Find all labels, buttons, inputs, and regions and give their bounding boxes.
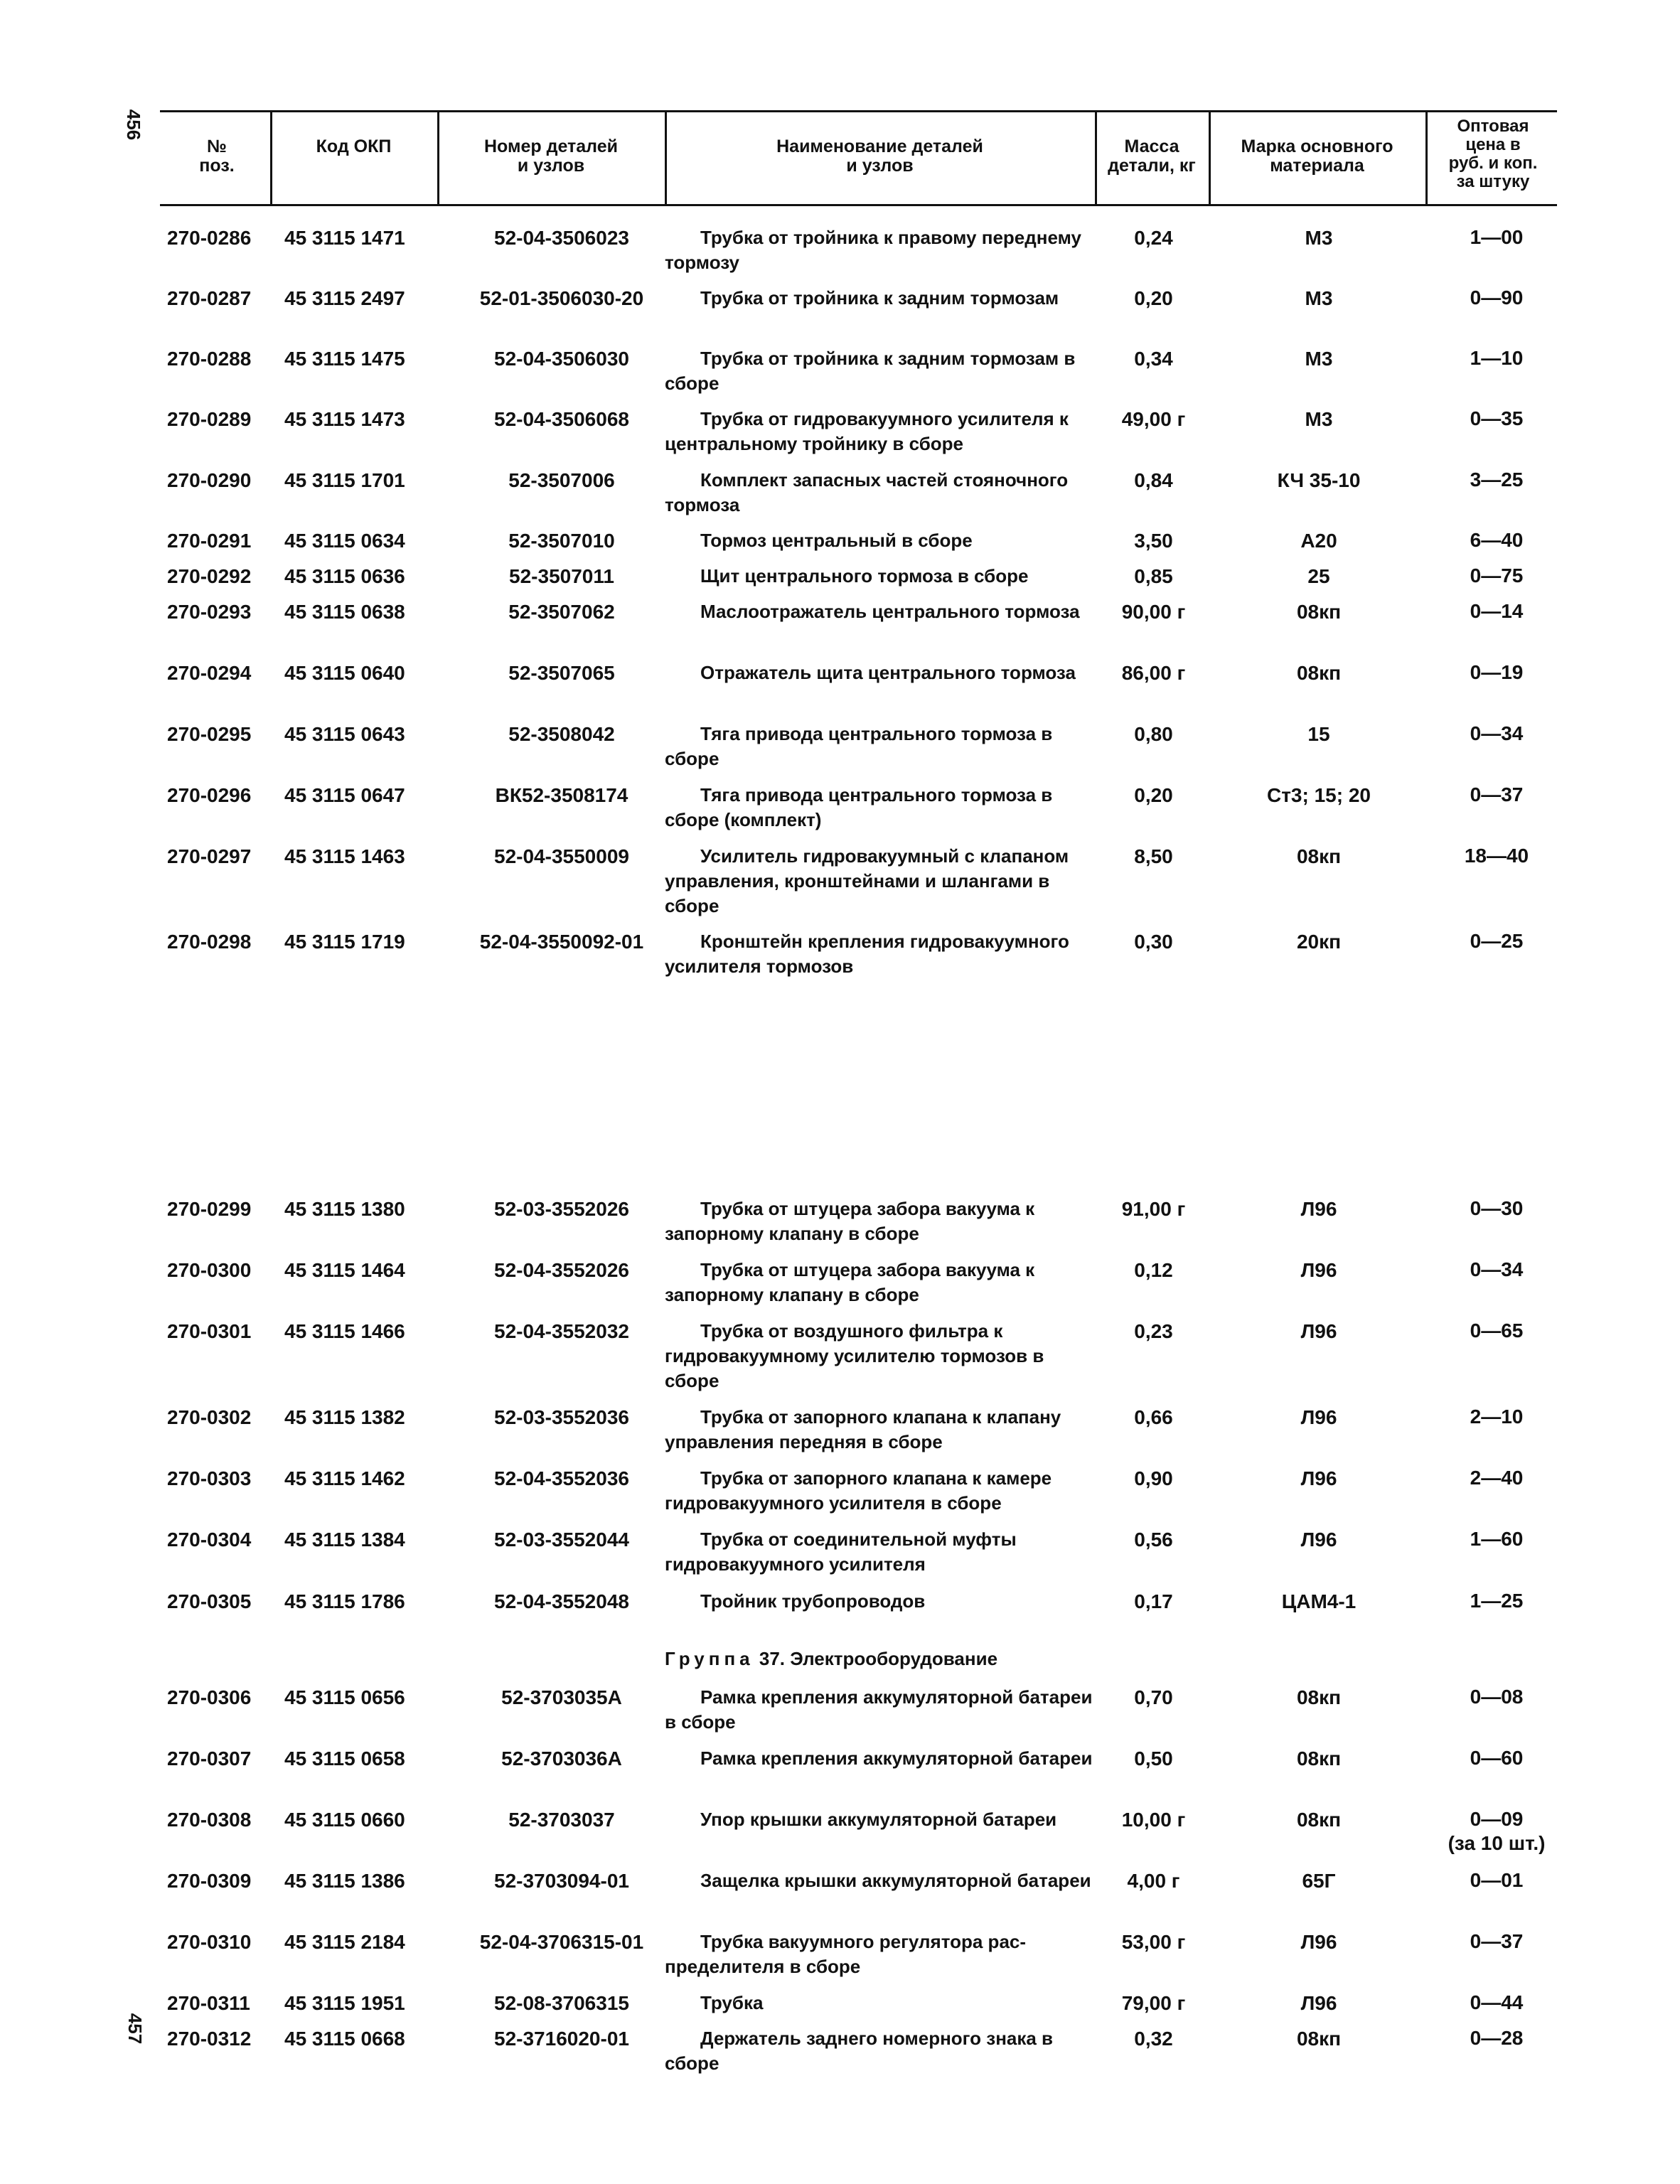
row-material: 15: [1307, 723, 1330, 745]
row-pos: 270-0312: [167, 2028, 252, 2050]
row-name: Отражатель щита центрального тормоза: [700, 662, 1076, 683]
row-price: 1—25: [1470, 1590, 1524, 1612]
row-okp: 45 3115 1466: [284, 1320, 405, 1342]
row-pos: 270-0301: [167, 1320, 252, 1342]
row-part-number: 52-3507011: [509, 565, 614, 587]
row-okp: 45 3115 1701: [284, 469, 405, 491]
row-material: Л96: [1300, 1529, 1337, 1551]
row-price: 0—14: [1470, 600, 1524, 622]
row-name: Тяга привода центрального тормоза в сборе (комплект): [665, 784, 1053, 830]
row-material: М3: [1305, 348, 1333, 370]
row-name: Трубка от тройника к правому переднему тормозу: [665, 227, 1081, 273]
row-okp: 45 3115 0636: [284, 565, 405, 587]
row-price: 0—25: [1470, 930, 1524, 952]
row-pos: 270-0307: [167, 1747, 252, 1770]
row-okp: 45 3115 1386: [284, 1870, 405, 1892]
header-material: Марка основного материала: [1241, 136, 1393, 176]
row-price: 0—44: [1470, 1991, 1524, 2013]
row-mass: 90,00 г: [1121, 601, 1186, 623]
row-part-number: 52-3716020-01: [494, 2028, 629, 2050]
row-okp: 45 3115 0643: [284, 723, 405, 745]
header-divider: [1209, 110, 1211, 204]
row-okp: 45 3115 0634: [284, 530, 405, 552]
row-pos: 270-0302: [167, 1406, 252, 1428]
page-number-bottom: 457: [124, 2013, 146, 2045]
row-part-number: 52-03-3552044: [494, 1529, 629, 1551]
row-pos: 270-0296: [167, 784, 252, 806]
row-name: Тормоз центральный в сборе: [700, 530, 973, 551]
row-name: Усилитель гидровакуумный с клапаном управления, кронштейнами и шлангами в сборе: [665, 845, 1069, 916]
row-part-number: 52-3507010: [508, 530, 615, 552]
row-pos: 270-0298: [167, 931, 252, 953]
row-name: Комплект запасных частей стояночного тормоза: [665, 469, 1069, 515]
row-price: 3—25: [1470, 469, 1524, 491]
row-pos: 270-0292: [167, 565, 252, 587]
row-okp: 45 3115 1471: [284, 227, 405, 249]
row-mass: 0,70: [1134, 1686, 1173, 1708]
row-part-number: 52-04-3552036: [494, 1467, 629, 1489]
row-name: Щит центрального тормоза в сборе: [700, 565, 1029, 587]
row-part-number: 52-04-3550092-01: [479, 931, 644, 953]
row-price: 0—08: [1470, 1686, 1524, 1708]
table-header-rule: [160, 204, 1557, 206]
row-part-number: 52-03-3552026: [494, 1198, 629, 1220]
row-material: Л96: [1300, 1320, 1337, 1342]
row-price: 18—40: [1464, 845, 1529, 867]
row-pos: 270-0289: [167, 408, 252, 430]
row-mass: 0,24: [1134, 227, 1173, 249]
row-price: 0—19: [1470, 661, 1524, 683]
row-name: Тройник трубопроводов: [700, 1590, 926, 1612]
row-name: Трубка от воздушного фильтра к гидровакуумному усилителю тормозов в сборе: [665, 1320, 1044, 1391]
row-part-number: 52-3703094-01: [494, 1870, 629, 1892]
row-pos: 270-0311: [167, 1992, 250, 2014]
row-okp: 45 3115 0668: [284, 2028, 405, 2050]
row-mass: 0,66: [1134, 1406, 1173, 1428]
row-name: Трубка от запорного клапана к камере гидровакуумного усилителя в сборе: [665, 1467, 1052, 1514]
row-pos: 270-0291: [167, 530, 252, 552]
row-mass: 0,17: [1134, 1590, 1173, 1612]
row-material: Л96: [1300, 1259, 1337, 1281]
row-price: 0—60: [1470, 1747, 1524, 1769]
row-name: Трубка от гидровакуумного усилителя к центральному тройнику в сборе: [665, 408, 1069, 454]
row-part-number: 52-3703035А: [501, 1686, 622, 1708]
row-okp: 45 3115 1951: [284, 1992, 405, 2014]
header-divider: [1425, 110, 1428, 204]
row-name: Трубка от штуцера забора вакуума к запорному клапану в сборе: [665, 1259, 1035, 1305]
row-okp: 45 3115 1382: [284, 1406, 405, 1428]
row-okp: 45 3115 1473: [284, 408, 405, 430]
row-mass: 53,00 г: [1121, 1931, 1186, 1953]
row-mass: 0,80: [1134, 723, 1173, 745]
row-part-number: 52-04-3706315-01: [479, 1931, 644, 1953]
row-mass: 0,20: [1134, 784, 1173, 806]
row-price: 0—75: [1470, 564, 1524, 587]
row-part-number: 52-3703037: [508, 1809, 615, 1831]
row-pos: 270-0306: [167, 1686, 252, 1708]
row-name: Маслоотражатель центрального тормоза: [700, 601, 1080, 622]
row-price: 2—10: [1470, 1406, 1524, 1428]
row-price: 0—37: [1470, 783, 1524, 805]
row-name: Трубка от тройника к задним тормозам в сборе: [665, 348, 1076, 394]
row-material: 08кп: [1296, 1747, 1342, 1770]
row-okp: 45 3115 1380: [284, 1198, 405, 1220]
row-price: 0—30: [1470, 1197, 1524, 1219]
row-mass: 91,00 г: [1121, 1198, 1186, 1220]
header-okp: Код ОКП: [316, 136, 392, 156]
row-name: Рамка крепления аккумуляторной батареи: [700, 1747, 1093, 1769]
row-material: Л96: [1300, 1992, 1337, 2014]
row-material: Л96: [1300, 1406, 1337, 1428]
group-heading: [665, 1648, 997, 1670]
row-part-number: 52-3508042: [508, 723, 615, 745]
row-okp: 45 3115 0647: [284, 784, 405, 806]
row-part-number: 52-04-3552032: [494, 1320, 629, 1342]
row-okp: 45 3115 2497: [284, 287, 405, 309]
row-okp: 45 3115 0660: [284, 1809, 405, 1831]
row-price: 0—34: [1470, 1258, 1524, 1280]
row-okp: 45 3115 1786: [284, 1590, 405, 1612]
row-mass: 0,12: [1134, 1259, 1173, 1281]
row-material: М3: [1305, 287, 1333, 309]
row-price: 1—00: [1470, 226, 1524, 248]
row-pos: 270-0294: [167, 662, 252, 684]
row-pos: 270-0310: [167, 1931, 252, 1953]
row-material: Ст3; 15; 20: [1266, 784, 1371, 806]
row-part-number: 52-3507065: [508, 662, 615, 684]
group-prefix: Группа: [665, 1648, 754, 1669]
row-mass: 0,32: [1134, 2028, 1173, 2050]
row-pos: 270-0300: [167, 1259, 252, 1281]
row-mass: 8,50: [1134, 845, 1173, 867]
row-material: 08кп: [1296, 2028, 1342, 2050]
row-pos: 270-0295: [167, 723, 252, 745]
row-material: Л96: [1300, 1467, 1337, 1489]
row-price: 0—65: [1470, 1320, 1524, 1342]
row-mass: 0,20: [1134, 287, 1173, 309]
row-mass: 10,00 г: [1121, 1809, 1186, 1831]
row-name: Рамка крепления аккумуляторной батареи в сборе: [665, 1686, 1093, 1733]
row-name: Трубка от соединительной муфты гидровакуумного усилителя: [665, 1529, 1017, 1575]
row-price: 0—09 (за 10 шт.): [1448, 1808, 1546, 1854]
row-price: 0—28: [1470, 2027, 1524, 2049]
row-material: М3: [1305, 227, 1333, 249]
row-part-number: 52-08-3706315: [494, 1992, 629, 2014]
header-pos: № поз.: [199, 136, 235, 176]
row-okp: 45 3115 1475: [284, 348, 405, 370]
row-part-number: 52-04-3506068: [494, 408, 629, 430]
row-part-number: 52-3507006: [508, 469, 615, 491]
row-okp: 45 3115 1462: [284, 1467, 405, 1489]
row-name: Трубка от штуцера забора вакуума к запорному клапану в сборе: [665, 1198, 1035, 1244]
row-part-number: 52-04-3552048: [494, 1590, 629, 1612]
row-pos: 270-0309: [167, 1870, 252, 1892]
row-mass: 86,00 г: [1121, 662, 1186, 684]
row-part-number: 52-3703036А: [501, 1747, 622, 1770]
row-material: ЦАМ4-1: [1281, 1590, 1357, 1612]
row-okp: 45 3115 0656: [284, 1686, 405, 1708]
row-okp: 45 3115 0638: [284, 601, 405, 623]
row-price: 1—10: [1470, 347, 1524, 369]
row-price: 0—90: [1470, 287, 1524, 309]
row-pos: 270-0288: [167, 348, 252, 370]
row-name: Упор крышки аккумуляторной батареи: [700, 1809, 1057, 1830]
row-part-number: 52-01-3506030-20: [479, 287, 644, 309]
row-okp: 45 3115 1463: [284, 845, 405, 867]
row-mass: 4,00 г: [1127, 1870, 1180, 1892]
row-okp: 45 3115 0640: [284, 662, 405, 684]
row-mass: 0,90: [1134, 1467, 1173, 1489]
header-divider: [437, 110, 439, 204]
row-mass: 0,34: [1134, 348, 1173, 370]
row-mass: 0,56: [1134, 1529, 1173, 1551]
row-name: Трубка от тройника к задним тормозам: [700, 287, 1059, 309]
row-mass: 0,50: [1134, 1747, 1173, 1770]
header-name: Наименование деталей и узлов: [776, 136, 983, 176]
row-material: 08кп: [1296, 1686, 1342, 1708]
row-part-number: 52-03-3552036: [494, 1406, 629, 1428]
row-material: КЧ 35-10: [1277, 469, 1361, 491]
header-divider: [665, 110, 667, 204]
row-pos: 270-0305: [167, 1590, 252, 1612]
row-material: 08кп: [1296, 1809, 1342, 1831]
row-okp: 45 3115 2184: [284, 1931, 405, 1953]
row-okp: 45 3115 0658: [284, 1747, 405, 1770]
row-mass: 0,30: [1134, 931, 1173, 953]
row-price: 0—37: [1470, 1930, 1524, 1952]
row-mass: 0,84: [1134, 469, 1173, 491]
row-part-number: 52-04-3506023: [494, 227, 629, 249]
row-material: 08кп: [1296, 601, 1342, 623]
row-name: Кронштейн крепления гидровакуумного усилителя тормозов: [665, 931, 1069, 977]
row-part-number: 52-04-3550009: [494, 845, 629, 867]
row-price: 6—40: [1470, 529, 1524, 551]
row-material: 25: [1307, 565, 1330, 587]
row-mass: 3,50: [1134, 530, 1173, 552]
row-price: 0—35: [1470, 407, 1524, 429]
row-name: Защелка крышки аккумуляторной батареи: [700, 1870, 1091, 1891]
row-name: Держатель заднего номерного знака в сборе: [665, 2028, 1054, 2074]
row-material: 65Г: [1302, 1870, 1336, 1892]
page-number-top: 456: [123, 109, 145, 141]
group-title: 37. Электрооборудование: [759, 1648, 998, 1669]
row-part-number: ВК52-3508174: [495, 784, 628, 806]
row-material: Л96: [1300, 1198, 1337, 1220]
row-name: Тяга привода центрального тормоза в сборе: [665, 723, 1053, 769]
header-divider: [1095, 110, 1097, 204]
header-mass: Масса детали, кг: [1108, 136, 1196, 176]
row-part-number: 52-3507062: [508, 601, 615, 623]
table-top-rule: [160, 110, 1557, 112]
row-okp: 45 3115 1464: [284, 1259, 405, 1281]
row-mass: 79,00 г: [1121, 1992, 1186, 2014]
row-pos: 270-0299: [167, 1198, 252, 1220]
row-pos: 270-0304: [167, 1529, 252, 1551]
row-pos: 270-0303: [167, 1467, 252, 1489]
row-pos: 270-0293: [167, 601, 252, 623]
row-material: М3: [1305, 408, 1333, 430]
header-divider: [270, 110, 272, 204]
row-pos: 270-0286: [167, 227, 252, 249]
row-okp: 45 3115 1384: [284, 1529, 405, 1551]
row-name: Трубка от запорного клапана к клапану управления передняя в сборе: [665, 1406, 1061, 1452]
row-mass: 0,85: [1134, 565, 1173, 587]
row-price: 0—01: [1470, 1869, 1524, 1891]
row-name: Трубка вакуумного регулятора распределителя в сборе: [665, 1931, 1027, 1977]
row-material: А20: [1300, 530, 1337, 552]
row-price: 2—40: [1470, 1467, 1524, 1489]
row-price: 0—34: [1470, 722, 1524, 744]
row-price: 1—60: [1470, 1528, 1524, 1550]
row-pos: 270-0290: [167, 469, 252, 491]
row-pos: 270-0287: [167, 287, 252, 309]
row-material: 20кп: [1296, 931, 1342, 953]
row-material: 08кп: [1296, 662, 1342, 684]
row-okp: 45 3115 1719: [284, 931, 405, 953]
row-pos: 270-0308: [167, 1809, 252, 1831]
row-material: 08кп: [1296, 845, 1342, 867]
header-price: Оптовая цена в руб. и коп. за штуку: [1448, 117, 1538, 191]
header-part-number: Номер деталей и узлов: [483, 136, 619, 176]
row-material: Л96: [1300, 1931, 1337, 1953]
row-part-number: 52-04-3506030: [494, 348, 629, 370]
row-mass: 49,00 г: [1121, 408, 1186, 430]
row-mass: 0,23: [1134, 1320, 1173, 1342]
row-part-number: 52-04-3552026: [494, 1259, 629, 1281]
row-pos: 270-0297: [167, 845, 252, 867]
row-name: Трубка: [700, 1992, 764, 2013]
